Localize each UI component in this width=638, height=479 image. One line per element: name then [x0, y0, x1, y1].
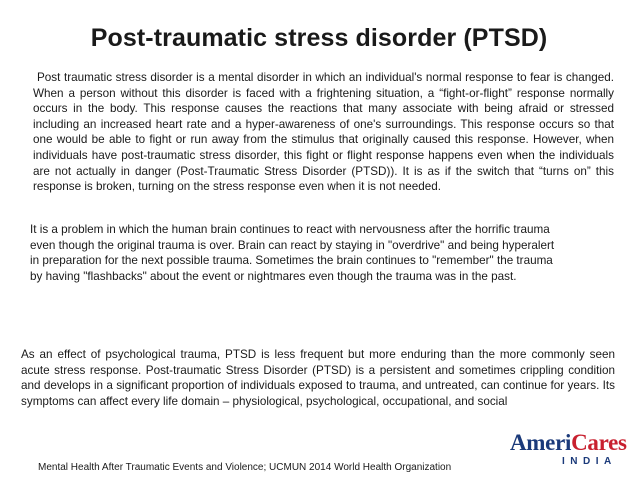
paragraph-line: even though the original trauma is over. Brain can react by staying in "overdrive" and being hyperalert	[30, 238, 555, 252]
logo-ameri: Ameri	[510, 430, 572, 455]
americares-logo	[510, 430, 627, 474]
logo-subtitle: INDIA	[562, 456, 617, 467]
paragraph-line: It is a problem in which the human brain continues to react with nervousness after the horrific trauma	[30, 223, 550, 236]
paragraph-line: by having "flashbacks" about the event or nightmares even though the trauma was in the past.	[30, 269, 517, 283]
footer-citation: Mental Health After Traumatic Events and Violence; UCMUN 2014 World Health Organization	[38, 462, 452, 473]
paragraph-line: in preparation for the next possible trauma. Sometimes the brain continues to "remember" the trauma	[30, 254, 553, 268]
paragraph-definition: Post traumatic stress disorder is a mental disorder in which an individual's normal response to fear is changed. When a person without this disorder is faced with a frightening situation, a “fight-or-flight” response normally occurs in the body. This response causes the reactions that many associate with being afraid or stressed including an increased heart rate and a hyper-awareness of one's surroundings. This response occurs so that one would be able to fight or run away from the stimulus that originally caused this response. However, when individuals have post-traumatic stress disorder, this fight or flight response happens even when the individuals are not actually in danger (Post-Traumatic Stress Disorder (PTSD)). It is as if the switch that “turns on” this response is broken, turning on the stress response even when it is not needed.	[33, 71, 614, 194]
logo-wordmark	[510, 430, 627, 456]
logo-cares: Cares	[571, 430, 627, 455]
paragraph-effects: As an effect of psychological trauma, PTSD is less frequent but more enduring than the more commonly seen acute stress response. Post-traumatic Stress Disorder (PTSD) is a persistent and sometimes crippling condition and develops in a significant proportion of individuals exposed to trauma, and untreated, can continue for years. Its symptoms can affect every life domain – physiological, psychological, occupational, and social	[21, 348, 615, 408]
slide-title: Post-traumatic stress disorder (PTSD)	[90, 24, 548, 52]
paragraph-brain-reaction	[30, 222, 590, 284]
